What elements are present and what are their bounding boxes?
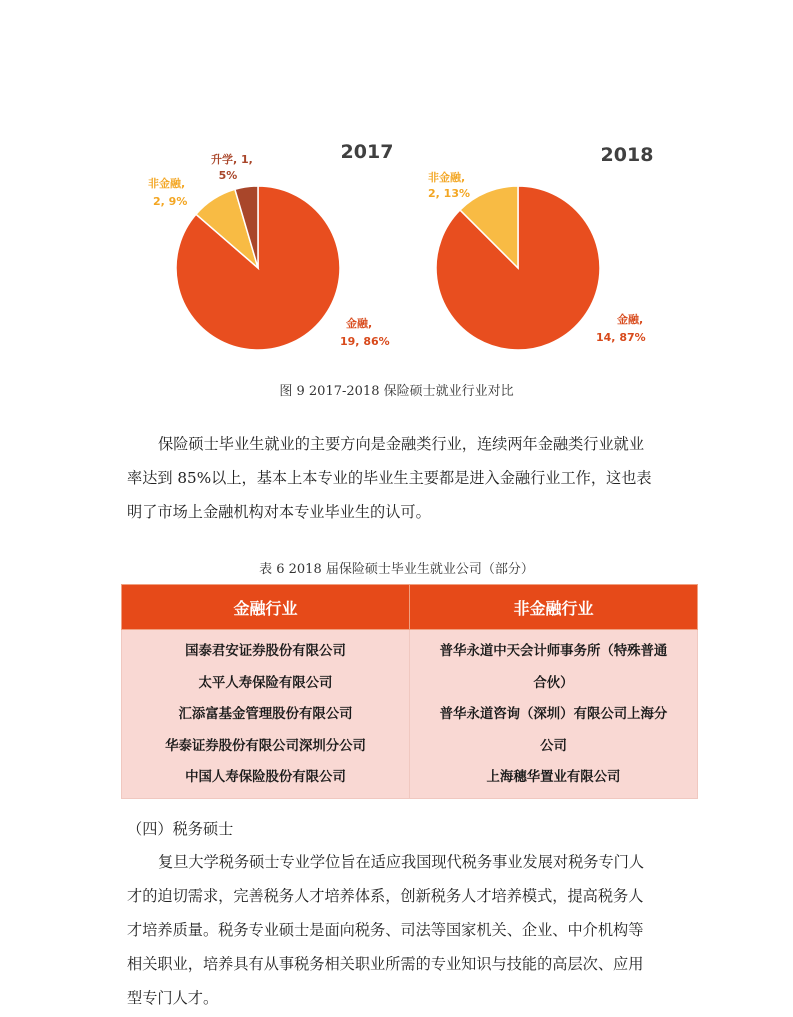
figure-caption: 图 9 2017-2018 保险硕士就业行业对比 <box>279 384 514 399</box>
header-finance: 金融行业 <box>122 585 410 630</box>
table-row <box>122 630 698 799</box>
paragraph2-line-1: 复旦大学税务硕士专业学位旨在适应我国现代税务事业发展对税务专门人 <box>158 853 644 871</box>
paragraph1-line-3: 明了市场上金融机构对本专业毕业生的认可。 <box>127 503 431 521</box>
paragraph1-line-2: 率达到 85%以上，基本上本专业的毕业生主要都是进入金融行业工作，这也表 <box>127 469 652 487</box>
pie-2017-label-nonfinance-1: 非金融, <box>148 177 186 190</box>
paragraph-employment <box>127 427 687 529</box>
pie-2018-label-finance-2: 14, 87% <box>596 331 646 344</box>
nonfinance-company: 上海穗华置业有限公司 <box>486 770 621 785</box>
table-caption: 表 6 2018 届保险硕士毕业生就业公司（部分） <box>259 562 534 577</box>
section-heading: （四）税务硕士 <box>127 820 234 838</box>
finance-column <box>122 630 410 799</box>
nonfinance-company: 普华永道中天会计师事务所（特殊普通 <box>439 644 668 659</box>
pie-2018-title: 2018 <box>600 144 654 166</box>
paragraph2-line-2: 才的迫切需求，完善税务人才培养体系，创新税务人才培养模式，提高税务人 <box>127 887 644 905</box>
pie-2018-label-nonfinance-1: 非金融, <box>428 171 466 184</box>
pie-2018-label-finance-1: 金融, <box>617 313 644 326</box>
paragraph2-line-4: 相关职业，培养具有从事税务相关职业所需的专业知识与技能的高层次、应用 <box>127 955 644 973</box>
pie-charts <box>0 0 793 380</box>
paragraph2-line-5: 型专门人才。 <box>127 989 219 1007</box>
pie-2017-label-further-2: 5% <box>218 169 238 182</box>
finance-company: 中国人寿保险股份有限公司 <box>185 770 346 785</box>
nonfinance-company: 合伙） <box>533 675 574 691</box>
nonfinance-company: 公司 <box>540 738 567 754</box>
table-header-row <box>122 585 698 630</box>
nonfinance-column <box>410 630 698 799</box>
pie-2017-label-finance-1: 金融, <box>346 317 373 330</box>
header-nonfinance: 非金融行业 <box>410 585 698 630</box>
pie-2018 <box>428 144 653 350</box>
pie-2017-label-nonfinance-2: 2, 9% <box>153 195 188 208</box>
pie-2017-label-further-1: 升学, 1, <box>211 153 253 166</box>
pie-2017-slices <box>176 186 340 350</box>
finance-company: 国泰君安证券股份有限公司 <box>185 644 346 659</box>
paragraph2-line-3: 才培养质量。税务专业硕士是面向税务、司法等国家机关、企业、中介机构等 <box>127 921 644 939</box>
pie-2018-label-nonfinance-2: 2, 13% <box>428 187 470 200</box>
nonfinance-company: 普华永道咨询（深圳）有限公司上海分 <box>439 707 668 722</box>
paragraph-tax-master <box>127 845 687 1015</box>
pie-2017 <box>148 141 393 350</box>
employer-table <box>121 584 698 799</box>
finance-company: 太平人寿保险有限公司 <box>198 675 333 691</box>
pie-2018-slices <box>436 186 600 350</box>
pie-2017-label-finance-2: 19, 86% <box>340 335 390 348</box>
paragraph1-line-1: 保险硕士毕业生就业的主要方向是金融类行业，连续两年金融类行业就业 <box>158 435 644 453</box>
finance-company: 汇添富基金管理股份有限公司 <box>178 707 353 722</box>
finance-company: 华泰证券股份有限公司深圳分公司 <box>165 738 366 754</box>
pie-2017-title: 2017 <box>340 141 394 163</box>
